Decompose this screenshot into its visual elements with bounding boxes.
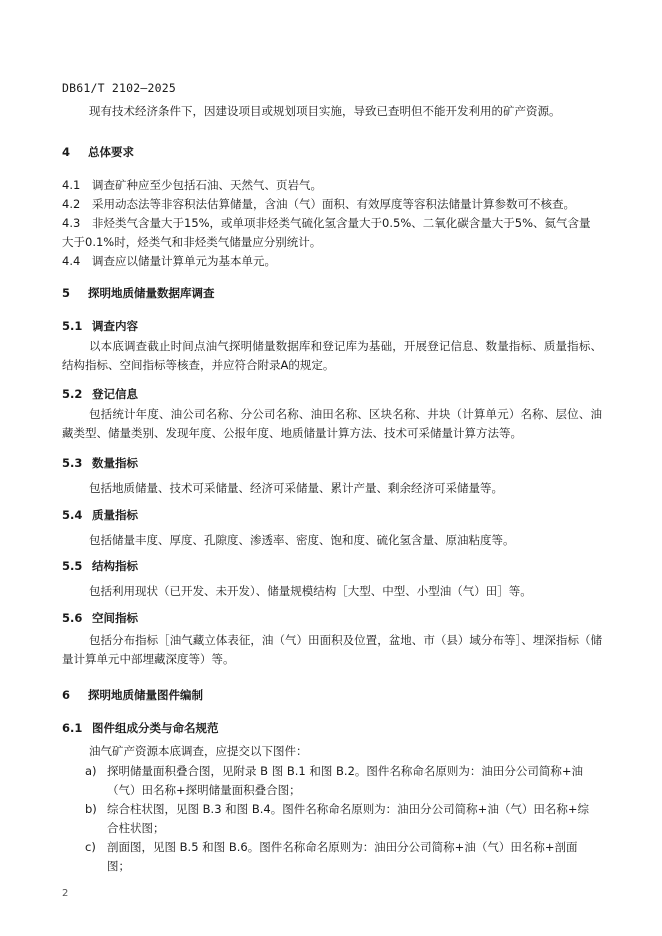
clause-number: 4.1	[62, 178, 81, 192]
section-title: 探明地质储量图件编制	[88, 688, 203, 702]
intro-paragraph: 现有技术经济条件下，因建设项目或规划项目实施，导致已查明但不能开发利用的矿产资源。	[89, 104, 561, 118]
clause-number: 4.4	[62, 254, 81, 268]
subsection-title: 图件组成分类与命名规范	[92, 721, 219, 735]
subsection-number: 5.5	[62, 559, 83, 573]
clause-text: 调查矿种应至少包括石油、天然气、页岩气。	[92, 178, 322, 192]
subsection-5-1-heading	[62, 318, 138, 334]
section-title: 总体要求	[88, 145, 134, 159]
section-number: 5	[62, 286, 71, 300]
subsection-5-6-text: 包括分布指标［油气藏立体表征，油（气）田面积及位置，盆地、市（县）域分布等］、埋深指标（储量计算单元中部埋藏深度等）等。	[62, 633, 602, 666]
section-6-heading	[62, 687, 203, 703]
list-text: 探明储量面积叠合图，见附录 B 图 B.1 和图 B.2。图件名称命名原则为：油田分公司简称+油（气）田名称+探明储量面积叠合图；	[107, 764, 584, 797]
subsection-5-1-text: 以本底调查截止时间点油气探明储量数据库和登记库为基础，开展登记信息、数量指标、质量指标、结构指标、空间指标等核查，并应符合附录A的规定。	[62, 339, 602, 372]
subsection-5-6-heading	[62, 610, 138, 626]
subsection-title: 空间指标	[92, 611, 138, 625]
standard-number: DB61/T 2102—2025	[62, 81, 176, 95]
subsection-number: 5.4	[62, 508, 83, 522]
clause-4-2	[62, 195, 602, 214]
subsection-5-2-text: 包括统计年度、油公司名称、分公司名称、油田名称、区块名称、井块（计算单元）名称、层位、油藏类型、储量类别、发现年度、公报年度、地质储量计算方法、技术可采储量计算方法等。	[62, 407, 602, 440]
clause-4-3	[62, 214, 602, 252]
list-marker: b)	[85, 802, 97, 816]
section-number: 4	[62, 145, 71, 159]
list-text: 剖面图，见图 B.5 和图 B.6。图件名称命名原则为：油田分公司简称+油（气）田名称+剖面图；	[107, 840, 578, 873]
clause-4-4	[62, 252, 602, 271]
clause-number: 4.2	[62, 197, 81, 211]
subsection-title: 调查内容	[92, 319, 138, 333]
subsection-6-1-heading	[62, 720, 219, 736]
subsection-number: 5.6	[62, 611, 83, 625]
clause-number: 4.3	[62, 216, 81, 230]
list-item-a	[85, 762, 600, 800]
subsection-number: 5.3	[62, 456, 83, 470]
section-number: 6	[62, 688, 71, 702]
subsection-5-4-text: 包括储量丰度、厚度、孔隙度、渗透率、密度、饱和度、硫化氢含量、原油粘度等。	[89, 533, 515, 547]
subsection-title: 结构指标	[92, 559, 138, 573]
subsection-number: 5.1	[62, 319, 83, 333]
section-4-heading	[62, 144, 134, 160]
section-title: 探明地质储量数据库调查	[88, 286, 215, 300]
subsection-5-4-heading	[62, 507, 138, 523]
subsection-number: 6.1	[62, 721, 83, 735]
clause-text: 采用动态法等非容积法估算储量，含油（气）面积、有效厚度等容积法储量计算参数可不核查。	[92, 197, 575, 211]
list-item-c	[85, 838, 600, 876]
list-marker: c)	[85, 840, 96, 854]
section-5-heading	[62, 285, 215, 301]
subsection-5-3-heading	[62, 455, 138, 471]
subsection-title: 登记信息	[92, 387, 138, 401]
clause-text: 调查应以储量计算单元为基本单元。	[92, 254, 276, 268]
subsection-5-5-text: 包括利用现状（已开发、未开发）、储量规模结构［大型、中型、小型油（气）田］等。	[89, 584, 532, 598]
page-number: 2	[62, 888, 69, 899]
clause-text: 非烃类气含量大于15%，或单项非烃类气硫化氢含量大于0.5%、二氧化碳含量大于5%、氦气含量大于0.1%时，烃类气和非烃类气储量应分别统计。	[62, 216, 591, 249]
subsection-title: 质量指标	[92, 508, 138, 522]
list-item-b	[85, 800, 600, 838]
list-marker: a)	[85, 764, 97, 778]
list-text: 综合柱状图，见图 B.3 和图 B.4。图件名称命名原则为：油田分公司简称+油（气）田名称+综合柱状图；	[107, 802, 589, 835]
subsection-5-5-heading	[62, 558, 138, 574]
subsection-title: 数量指标	[92, 456, 138, 470]
subsection-5-2-heading	[62, 386, 138, 402]
subsection-5-3-text: 包括地质储量、技术可采储量、经济可采储量、累计产量、剩余经济可采储量等。	[89, 481, 503, 495]
subsection-number: 5.2	[62, 387, 83, 401]
subsection-6-1-text: 油气矿产资源本底调查，应提交以下图件：	[89, 744, 308, 758]
clause-4-1	[62, 176, 602, 195]
